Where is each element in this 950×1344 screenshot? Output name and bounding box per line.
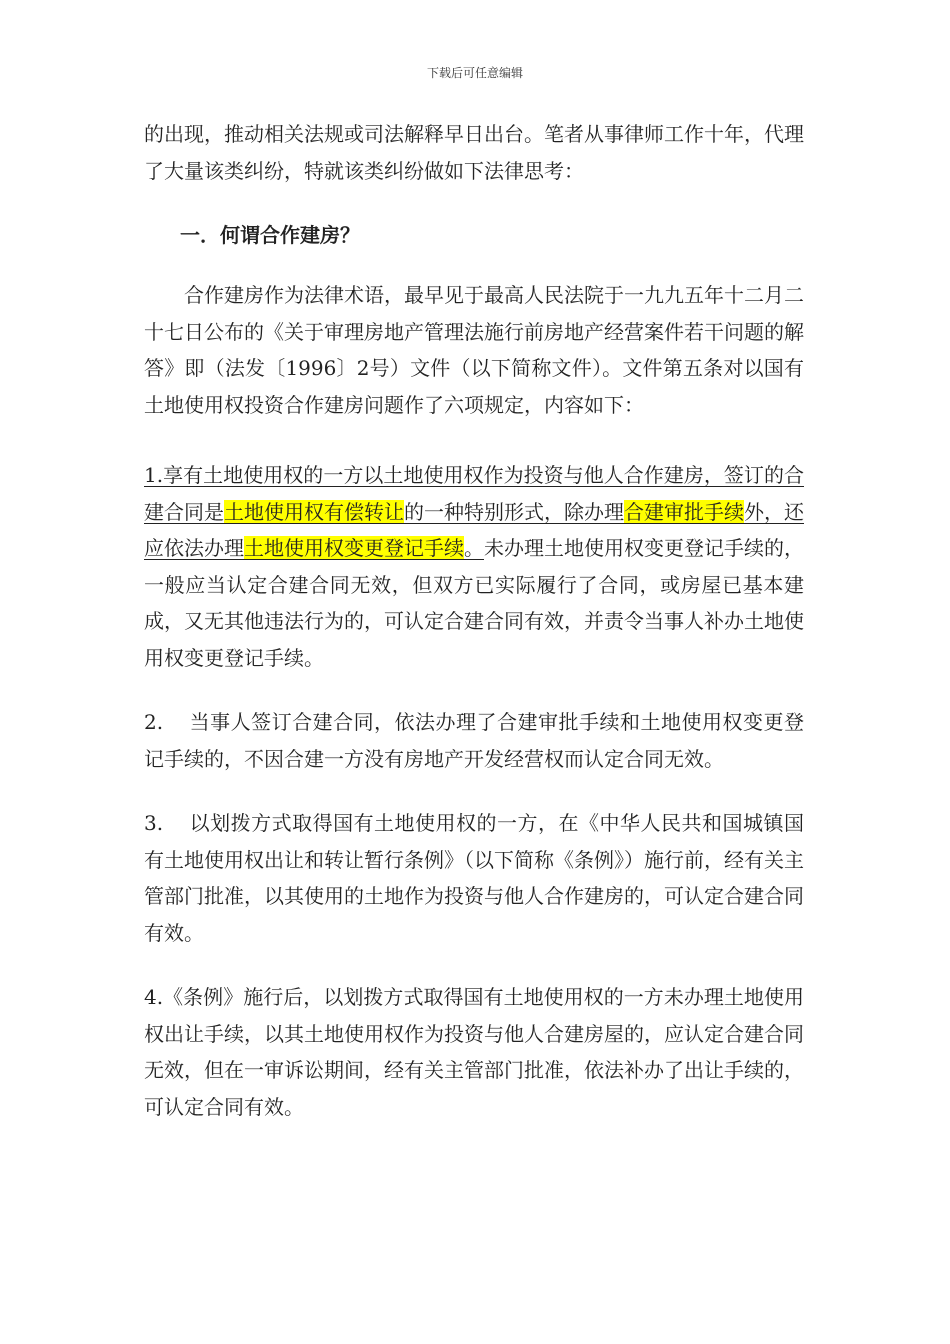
item2-number: 2. bbox=[144, 710, 164, 734]
page-header: 下载后可任意编辑 bbox=[426, 66, 523, 80]
item1-text-part4: 。 bbox=[464, 536, 484, 560]
item1-highlight-2: 合建审批手续 bbox=[624, 499, 744, 524]
item1-rest-text: 未办理土地使用权变更登记手续的，一般应当认定合建合同无效，但双方已实际履行了合同，或房屋已基本建成，又无其他违法行为的，可认定合建合同有效，并责令当事人补办土地使用权变更登记手续。 bbox=[144, 536, 804, 670]
intro-paragraph: 的出现，推动相关法规或司法解释早日出台。笔者从事律师工作十年，代理了大量该类纠纷，特就该类纠纷做如下法律思考： bbox=[144, 122, 804, 183]
item1-text-part3: 外，还应依法办理 bbox=[144, 499, 804, 560]
section-heading: 一．何谓合作建房？ bbox=[180, 223, 360, 247]
item2-text: 当事人签订合建合同，依法办理了合建审批手续和土地使用权变更登记手续的，不因合建一方没有房地产开发经营权而认定合同无效。 bbox=[144, 710, 804, 771]
list-item-2 bbox=[144, 704, 804, 777]
item3-number: 3. bbox=[144, 811, 164, 835]
list-item-1 bbox=[144, 457, 804, 676]
item1-text-part2: 的一种特别形式，除办理 bbox=[404, 499, 624, 524]
list-item-3 bbox=[144, 805, 804, 951]
document-body bbox=[144, 116, 804, 1125]
section-paragraph: 合作建房作为法律术语，最早见于最高人民法院于一九九五年十二月二 十七日公布的《关于审理房地产管理法施行前房地产经营案件若干问题的解答》即（法发〔1996〕2号）文件（以下简称文件）。文件第五条对以国有土地使用权投资合作建房问题作了六项规定，内容如下： bbox=[144, 283, 804, 417]
item1-text-part1: 1.享有土地使用权的一方以土地使用权作为投资与他人合作建房，签订的合建合同是 bbox=[144, 463, 804, 524]
list-item-4: 4.《条例》施行后，以划拨方式取得国有土地使用权的一方未办理土地使用权出让手续，以其土地使用权作为投资与他人合建房屋的，应认定合建合同无效，但在一审诉讼期间，经有关主管部门批准，依法补办了出让手续的，可认定合同有效。 bbox=[144, 985, 804, 1119]
item1-highlight-1: 土地使用权有偿转让 bbox=[224, 499, 404, 524]
item3-text: 以划拨方式取得国有土地使用权的一方，在《中华人民共和国城镇国有土地使用权出让和转让暂行条例》（以下简称《条例》）施行前，经有关主管部门批准，以其使用的土地作为投资与他人合作建房的，可认定合建合同有效。 bbox=[144, 811, 804, 945]
item1-highlight-3: 土地使用权变更登记手续 bbox=[244, 536, 464, 560]
